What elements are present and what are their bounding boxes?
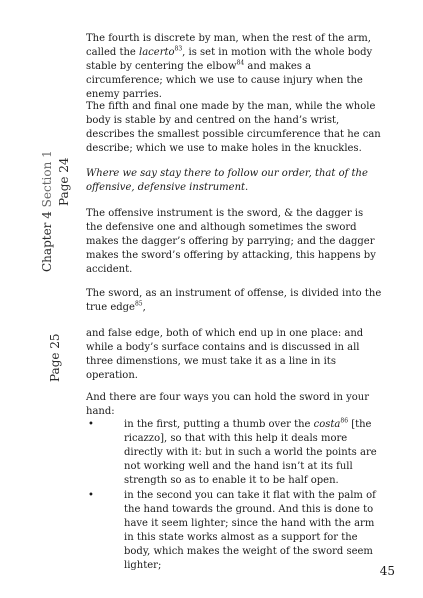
p5-text-b: , — [142, 302, 146, 314]
page-number: 45 — [379, 564, 395, 578]
p1-text-c: and makes a circumference; which we use to cause injury when the enemy parries. — [86, 61, 363, 101]
margin-page-24: Page 24 — [57, 157, 71, 206]
paragraph-fourth — [86, 32, 382, 102]
bullet-glyph: • — [88, 490, 94, 501]
first-grip-text-a: in the first, putting a thumb over the — [124, 419, 314, 430]
footnote-85: 85 — [134, 300, 143, 308]
margin-chapter: Chapter 4 — [40, 211, 54, 272]
costa-term: costa — [313, 419, 341, 430]
paragraph-false-edge: and false edge, both of which end up in one place: and while a body’s surface contains and is discussed in all three dimenstions, we must take it as a line in its operation. — [86, 328, 364, 382]
list-item-second-grip-text: in the second you can take it flat with the palm of the hand towards the ground. And this is done to have it seem lighter; since the hand with the arm in this state works almost as a support for the body, which makes the weight of the sword seem lighter; — [124, 490, 376, 572]
paragraph-order-note: Where we say stay there to follow our order, that of the offensive, defensive instrument. — [86, 168, 368, 194]
first-grip-text-b: [the ricazzo], so that with this help it deals more directly with it: but in such a world the points are not working well and the hand isn’t at its full strength so as to enable it to be half open. — [124, 419, 377, 487]
list-item-first-grip — [86, 418, 382, 488]
margin-section: Section 1 — [40, 150, 54, 208]
paragraph-offensive-instrument: The offensive instrument is the sword, & the dagger is the defensive one and although sometimes the sword makes the dagger’s offering by parrying; and the dagger makes the sword’s offering by attacking, this happens by accident. — [86, 208, 376, 276]
margin-page-25: Page 25 — [48, 333, 62, 382]
p1-text-b: , is set in motion with the whole body stable by centering the elbow — [86, 47, 373, 73]
paragraph-fifth: The fifth and final one made by the man, while the whole body is stable by and centred on the hand’s wrist, describes the smallest possible circumference that he can describe; which we use to make holes in the knuckles. — [86, 101, 381, 155]
list-item-first-grip-text — [124, 418, 382, 488]
footnote-86: 86 — [340, 417, 349, 425]
footnote-83: 83 — [174, 45, 183, 53]
p1-text-a: The fourth is discrete by man, when the rest of the arm, called the — [86, 33, 371, 59]
margin-chapter-section — [40, 150, 54, 272]
lacerto-term: lacerto — [139, 47, 175, 59]
paragraph-sword-division — [86, 287, 382, 315]
list-item-second-grip — [86, 489, 382, 572]
footnote-84: 84 — [236, 59, 245, 67]
paragraph-four-ways: And there are four ways you can hold the sword in your hand: — [86, 392, 369, 418]
bullet-glyph: • — [88, 419, 94, 430]
p5-text-a: The sword, as an instrument of offense, is divided into the true edge — [86, 288, 382, 314]
